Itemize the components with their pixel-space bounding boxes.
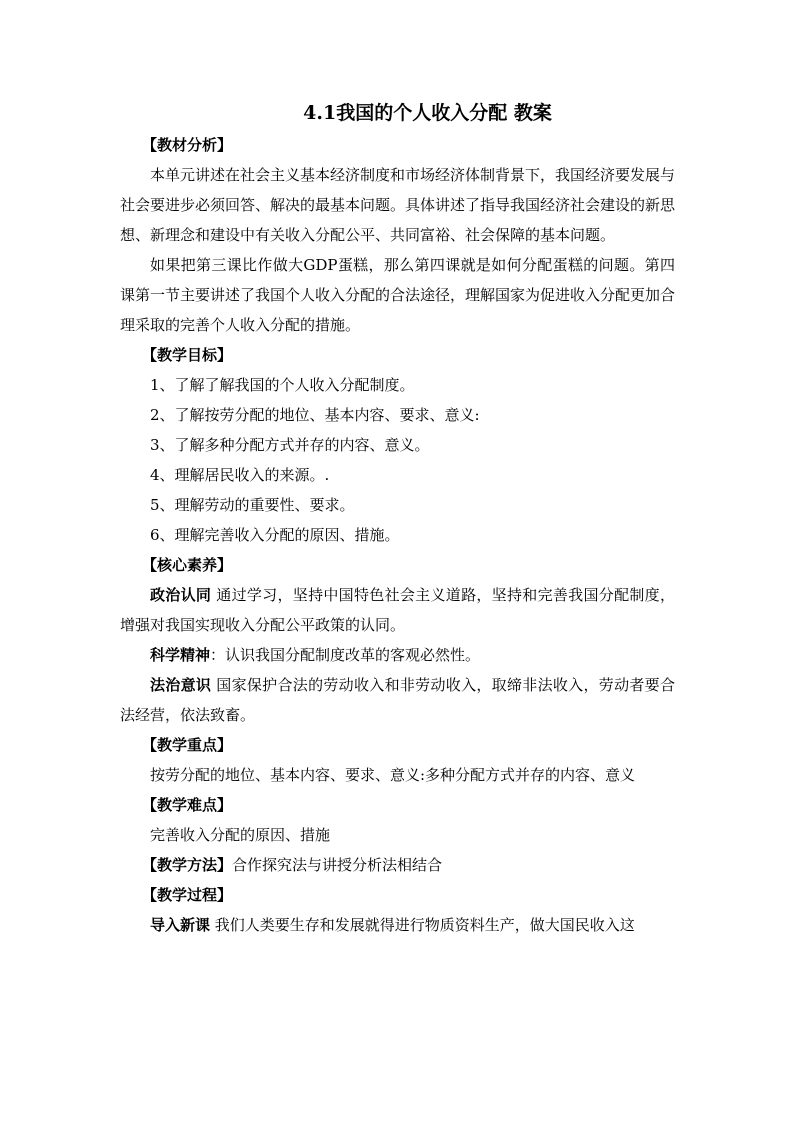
key-point-text: 按劳分配的地位、基本内容、要求、意义:多种分配方式并存的内容、意义 <box>150 766 636 784</box>
section-heading-literacy: 【核心素养】 <box>142 556 233 574</box>
section-heading-method: 【教学方法】 <box>142 856 233 874</box>
goal-item: 1、了解了解我国的个人收入分配制度。 <box>150 376 415 394</box>
literacy-text: 通过学习，坚持中国特色社会主义道路，坚持和完善我国分配制度，增强对我国实现收入分配公平政策的认同。 <box>120 586 675 634</box>
method-text: 合作探究法与讲授分析法相结合 <box>232 856 443 874</box>
paragraph-analysis-2: 如果把第三课比作做大GDP蛋糕，那么第四课就是如何分配蛋糕的问题。第四课第一节主要讲述了我国个人收入分配的合法途径，理解国家为促进收入分配更加合理采取的完善个人收入分配的措施。 <box>120 256 676 334</box>
literacy-text: ：认识我国分配制度改革的客观必然性。 <box>210 646 481 664</box>
goal-item: 3、了解多种分配方式并存的内容、意义。 <box>150 436 430 454</box>
document-body <box>120 96 675 940</box>
section-heading-process: 【教学过程】 <box>142 886 233 904</box>
document-title: 4.1我国的个人收入分配 教案 <box>303 102 552 124</box>
goal-item: 4、理解居民收入的来源。. <box>150 466 330 484</box>
literacy-label: 法治意识 <box>150 676 212 694</box>
literacy-political <box>120 580 675 640</box>
literacy-label: 科学精神 <box>150 646 211 664</box>
literacy-text: 国家保护合法的劳动收入和非劳动收入，取缔非法收入，劳动者要合法经营，依法致畜。 <box>120 676 675 724</box>
section-method <box>120 850 675 880</box>
literacy-law <box>120 670 675 730</box>
section-heading-difficult: 【教学难点】 <box>142 796 233 814</box>
section-heading-key: 【教学重点】 <box>142 736 233 754</box>
intro-text: 我们人类要生存和发展就得进行物质资料生产，做大国民收入这 <box>210 916 635 934</box>
paragraph-analysis-1: 本单元讲述在社会主义基本经济制度和市场经济体制背景下，我国经济要发展与社会要进步必须回答、解决的最基本问题。具体讲述了指导我国经济社会建设的新思想、新理念和建设中有关收入分配公平、共同富裕、社会保障的基本问题。 <box>120 166 676 244</box>
section-heading-analysis: 【教材分析】 <box>142 136 233 154</box>
goal-item: 6、理解完善收入分配的原因、措施。 <box>150 526 400 544</box>
intro-paragraph <box>120 910 675 940</box>
difficult-point-text: 完善收入分配的原因、措施 <box>150 826 331 844</box>
literacy-science <box>120 640 675 670</box>
intro-label: 导入新课 <box>150 916 211 934</box>
goal-item: 5、理解劳动的重要性、要求。 <box>150 496 355 514</box>
literacy-label: 政治认同 <box>150 586 212 604</box>
goal-item: 2、了解按劳分配的地位、基本内容、要求、意义: <box>150 406 480 424</box>
section-heading-goals: 【教学目标】 <box>142 346 233 364</box>
